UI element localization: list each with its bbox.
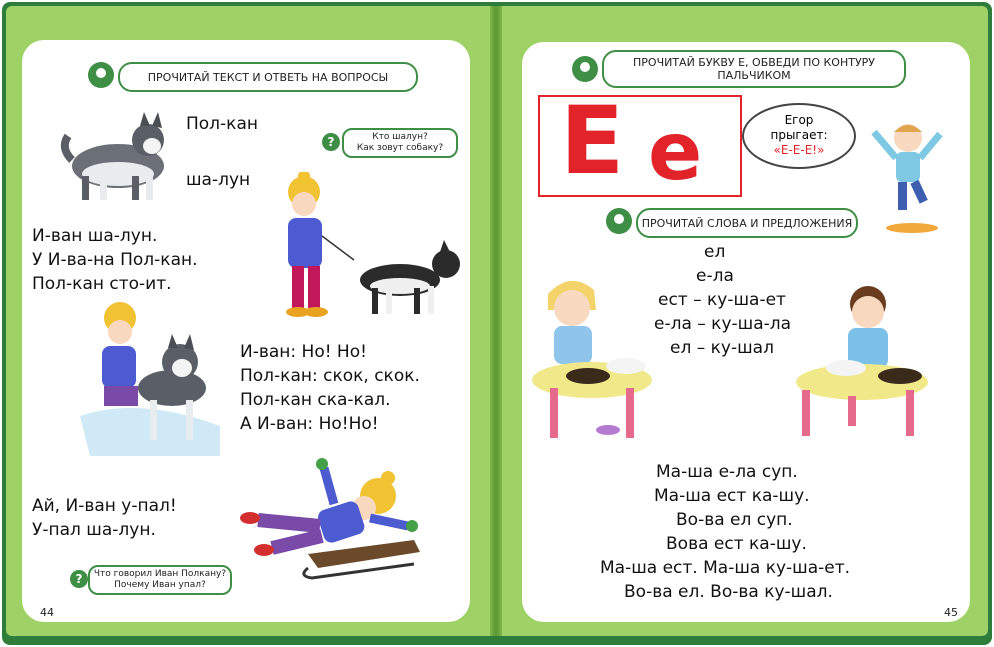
word-line-1: ел — [704, 242, 726, 262]
boy-fallen-on-sled-illustration — [238, 456, 434, 580]
question-1-line-1: Кто шалун? — [372, 132, 428, 142]
husky-dog-illustration — [56, 108, 176, 204]
boy-eating-soup-illustration — [788, 276, 938, 446]
speech-bubble — [742, 103, 856, 169]
question-1-line-2: Как зовут собаку? — [356, 143, 444, 153]
paragraph-2-line-4: А И-ван: Но!Но! — [240, 414, 379, 434]
word-line-4: е-ла – ку-ша-ла — [654, 314, 792, 334]
right-instruction — [602, 50, 906, 88]
page-number-right: 45 — [944, 606, 958, 619]
word-shalun: ша-лун — [186, 170, 251, 190]
jumping-boy-illustration — [860, 112, 950, 236]
girl-eating-soup-illustration — [530, 270, 660, 450]
paragraph-2-line-1: И-ван: Но! Но! — [240, 342, 367, 362]
paragraph-1-line-3: Пол-кан сто-ит. — [32, 274, 172, 294]
lightbulb-icon-3 — [606, 208, 632, 234]
left-instruction: ПРОЧИТАЙ ТЕКСТ И ОТВЕТЬ НА ВОПРОСЫ — [118, 62, 418, 92]
question-mark-icon: ? — [322, 133, 340, 151]
boy-walking-dog-illustration — [268, 172, 464, 322]
right-instruction-line-2: ПАЛЬЧИКОМ — [717, 69, 791, 82]
paragraph-3-line-2: У-пал ша-лун. — [32, 520, 156, 540]
bubble-line-2: прыгает: — [770, 128, 828, 142]
sentence-1: Ма-ша е-ла суп. — [656, 462, 798, 482]
sentence-4: Вова ест ка-шу. — [666, 534, 807, 554]
book-spine — [490, 6, 502, 636]
boy-with-husky-on-ice-illustration — [80, 296, 230, 462]
word-line-5: ел – ку-шал — [670, 338, 774, 358]
big-letter-upper: Е — [560, 87, 625, 196]
question-badge-1 — [342, 128, 458, 158]
word-line-3: ест – ку-ша-ет — [658, 290, 786, 310]
lightbulb-icon-2 — [572, 56, 598, 82]
paragraph-2-line-2: Пол-кан: скок, скок. — [240, 366, 420, 386]
sentence-3: Во-ва ел суп. — [676, 510, 793, 530]
question-2-line-2: Почему Иван упал? — [114, 580, 206, 590]
page-number-left: 44 — [40, 606, 54, 619]
bubble-line-1: Егор — [784, 113, 814, 127]
big-letter-lower: е — [648, 105, 703, 198]
question-2-line-1: Что говорил Иван Полкану? — [93, 569, 227, 579]
sentence-6: Во-ва ел. Во-ва ку-шал. — [624, 582, 833, 602]
question-badge-2 — [88, 565, 232, 595]
paragraph-2-line-3: Пол-кан ска-кал. — [240, 390, 391, 410]
right-instruction-line-1: ПРОЧИТАЙ БУКВУ Е, ОБВЕДИ ПО КОНТУРУ — [633, 56, 875, 69]
lightbulb-icon — [88, 62, 114, 88]
sentence-5: Ма-ша ест. Ма-ша ку-ша-ет. — [600, 558, 851, 578]
word-line-2: е-ла — [696, 266, 734, 286]
paragraph-1-line-2: У И-ва-на Пол-кан. — [32, 250, 198, 270]
letter-e-box — [538, 87, 742, 198]
bubble-line-3: «Е-Е-Е!» — [773, 143, 825, 157]
paragraph-3-line-1: Ай, И-ван у-пал! — [32, 496, 177, 516]
question-mark-icon-2: ? — [70, 570, 88, 588]
sentence-2: Ма-ша ест ка-шу. — [654, 486, 810, 506]
right-instruction-2: ПРОЧИТАЙ СЛОВА И ПРЕДЛОЖЕНИЯ — [636, 208, 858, 238]
paragraph-1-line-1: И-ван ша-лун. — [32, 226, 158, 246]
word-polkan: Пол-кан — [186, 114, 258, 134]
